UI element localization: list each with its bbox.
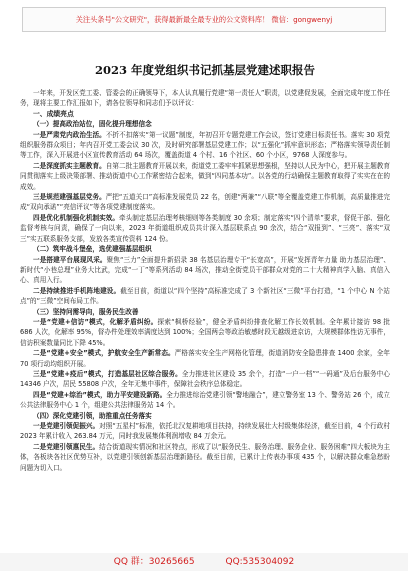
paragraph-text: 自第二批主题教育开展以来，街道党工委牢牢抓紧思想强根，坚持以人民为中心，把开展主题教育同贯彻落实上级决策部署、推动街道中心工作紧密结合起来，做到“四同基本功”。以各党的行动确保主题教育取得了实实在在的成效。: [20, 161, 391, 191]
paragraph-text: 全力推进综治党建引领“警地融合”，建立警务室 13 个、警务站 26 个，成立公共法律服务中心 1 个，组建公共法律服务站 14 个。: [20, 390, 390, 410]
section-heading: 一、成绩亮点: [33, 109, 74, 118]
qq-number: QQ:535304092: [225, 557, 295, 567]
subsection-heading: （二）筑牢战斗堡垒，选优建强基层组织: [33, 245, 152, 254]
intro-paragraph: 一年来，开发区党工委、管委会的正确领导下，本人认真履行党建“第一责任人”职责，以党建促发展，全面完成年度工作任务，现将主要工作汇报如下，请各位领导和同志们予以评议：: [20, 89, 390, 108]
paragraph-text: 探索“枫桥经验”，健全矛盾纠纷排查化解工作长效机制。全年累计接访 98 批 686 人次，化解率 95%，督办件处理效率满度达到 100%；全国两会等政治敏感时段无越级进京访，大规模群体性访无事件，信访积案数量同比下降 45%。: [20, 317, 390, 347]
paragraph: [20, 192, 390, 213]
paragraph-text: 对照“五星村”标准，依托北汉复耕地项目扶持，持续发展壮大村级集体经济，截至目前，4 个行政村 2023 年累计收入 263.84 万元，同时我发展集体利润增收 84 万余元。: [20, 422, 390, 441]
paragraph-text: 严格落实安全生产网格化管理，街道消防安全隐患排查 1400 余家，全年 70 项行动均组织开展。: [20, 349, 390, 368]
paragraph-text: 不折不扣落实“第一议题”制度，年初召开专题党建工作会议，签订党建目标责任书。落实 30 项党组织服务群众项目；年内召开党工委会议 30 次，及时研究部署基层党建工作；以“五强化”抓牢意识形态；严格落实领导责任制等工作，深入开展进小区宣传教育活动 64 场次，覆盖街道 4 个村、16 个社区、60 个小区，9768 人深度参与。: [20, 130, 390, 160]
lead-phrase: 三是“党建+疫后”模式，打造基层社区综合服务。: [33, 369, 182, 378]
paragraph: [20, 421, 390, 442]
banner-text: 关注头条号"公文研究"，获得最新最全最专业的公文资料库！ 微信：gongwenyj: [75, 15, 333, 24]
paragraph: [20, 442, 390, 473]
paragraph: [20, 213, 390, 244]
document-title: 2023 年度党组织书记抓基层党建述职报告: [94, 63, 315, 77]
footer-contact: [0, 553, 408, 571]
qq-group-number: QQ 群：30265665: [113, 557, 195, 567]
paragraph-text: 结合街道现实情况和社区特点，形成了以“服务民生、服务治理、服务企业、服务困难”四大板块为主体，各板块各社区优势互补，以党建引领创新基层治理新路径。截至目前，已累计上传表办事项 435 个，以解决群众难急愁盼问题为切入口。: [20, 442, 390, 472]
subsection-heading: （三）坚持问需导向，服务民生改善: [33, 307, 139, 316]
lead-phrase: 二是“党建+安全”模式，护航安全生产新常态。: [33, 349, 175, 358]
lead-phrase: 二是深度抓实主题教育。: [33, 161, 106, 170]
paragraph-text: 牵头制定基层治理考核细则等各类制度 30 余项；制定落实“四个清单”要求，督促干部、强化监督考核与问责，确保了一向以来，2023 年街道组织成员共计深入基层联系点 90 余次，结合“双报到”、“三亮”、落实“双三”实五联系服务支部，发放各类宣传资料 124 份。: [20, 213, 390, 243]
subsection-heading: （一）提高政治站位，固化提升理想信念: [33, 120, 152, 129]
lead-phrase: 四是“党建+综治”模式，助力平安建设新路。: [33, 390, 167, 399]
paragraph: [20, 369, 390, 390]
paragraph: [20, 348, 390, 369]
lead-phrase: 二是党建引领惠民生。: [33, 442, 100, 451]
lead-phrase: 二是持续推进手机阵地建设。: [33, 286, 121, 295]
paragraph-text: 截至目前，街道以“四个坚持”高标准完成了 3 个新社区“三微”平台打造，“1 个中心 N 个站点”的“三微”空间布局工作。: [20, 286, 390, 306]
paragraph-text: 聚焦“三力”全面提升新招录 38 名基层治理专干“长宽高”，开展“发挥青年力量 助力基层治理”、新时代“小巷总理”业务大比武，完成“一丁”等系列活动 84 场次，推动全街党员干部群众对党的二十大精神真学入脑、真信入心、真用入行。: [20, 255, 390, 285]
paragraph: [20, 390, 390, 411]
document-body: [20, 44, 390, 473]
paragraph: [20, 317, 390, 348]
lead-phrase: 一是党建引领促振兴。: [33, 422, 100, 430]
paragraph: [20, 255, 390, 286]
paragraph: [20, 130, 390, 161]
subsection-heading: （四）深化党建引领，助推重点任务落实: [33, 411, 152, 420]
lead-phrase: 三是规范建强基层党务。: [33, 193, 106, 202]
lead-phrase: 一是搭建平台展现风采。: [33, 255, 107, 264]
paragraph: [20, 161, 390, 192]
paragraph: [20, 286, 390, 307]
header-banner: [22, 7, 386, 32]
paragraph-text: 全力推进社区建设 35 余个，打造“一户一档”“一码通”及后台服务中心 14346 户次，居民 55808 户次，全年无集中事件，保障社会秩序总体稳定。: [20, 369, 390, 389]
lead-phrase: 一是严肃党内政治生活。: [33, 130, 106, 139]
lead-phrase: 一是“党建+信访”模式，化解矛盾纠纷。: [33, 317, 158, 326]
lead-phrase: 四是优化机制强化机制实效。: [33, 213, 120, 222]
paragraph-text: 严把“五道关口”高标准发展党员 22 名，创建“两兼”“八联”等全覆盖党建工作机制，高质量推进完成“双向承诺”“亮信评议”等各项党建制度落实。: [20, 193, 391, 212]
